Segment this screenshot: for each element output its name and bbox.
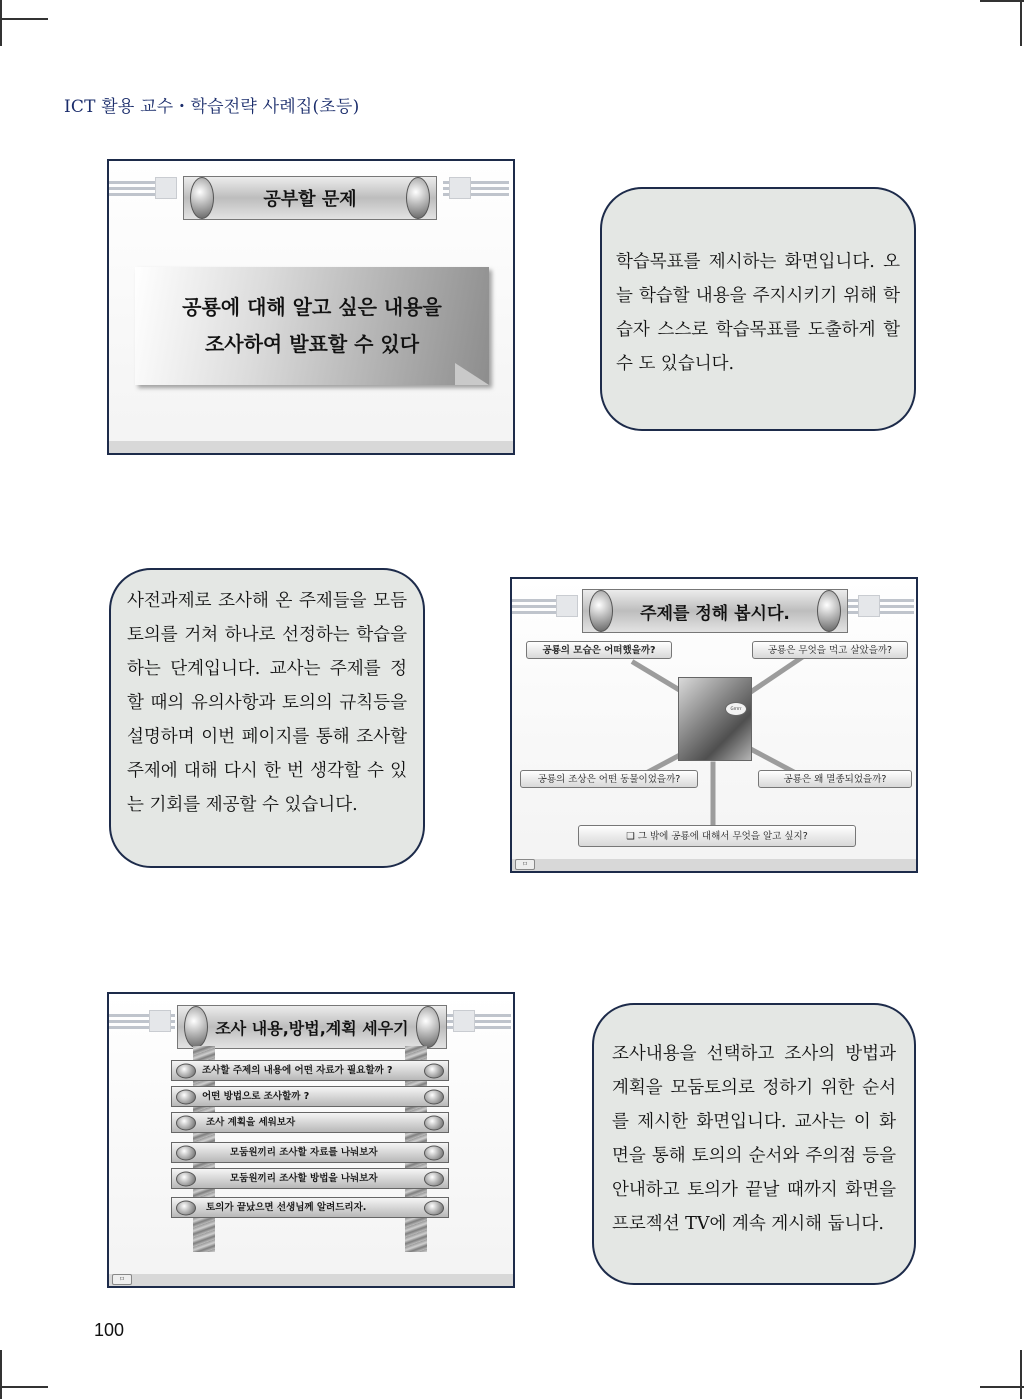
crop-mark-top-left-h — [0, 18, 48, 20]
question-box-appearance[interactable] — [526, 641, 672, 659]
banner-orb-right-icon — [416, 1006, 440, 1048]
banner-orb-right-icon — [817, 590, 841, 632]
note-text: 학습목표를 제시하는 화면입니다. 오늘 학습할 내용을 주지시키기 위해 학습자 스스로 학습목표를 도출하게 할 수 도 있습니다. — [616, 252, 900, 374]
plank-orb-left-icon — [176, 1145, 196, 1160]
slide-research-plan — [107, 992, 515, 1288]
plank-orb-right-icon — [424, 1171, 444, 1186]
question-box-other[interactable] — [578, 825, 856, 847]
note-topic-selection — [109, 568, 425, 868]
question-text: 공룡은 무엇을 먹고 살았을까? — [767, 645, 893, 656]
note-text: 조사내용을 선택하고 조사의 방법과 계획을 모둠토의로 정하기 위한 순서를 제시한 화면입니다. 교사는 이 화면을 통해 토의의 순서와 주의점 등을 안내하고 토의가 끝날 때까지 화면을 프로젝션 TV에 계속 게시해 둡니다. — [612, 1044, 896, 1234]
page-curl-icon — [455, 363, 489, 385]
banner-square-right — [453, 1010, 475, 1032]
plank-orb-left-icon — [176, 1115, 196, 1130]
plank-orb-left-icon — [176, 1089, 196, 1104]
step-plank-5[interactable] — [171, 1168, 449, 1189]
step-plank-2[interactable] — [171, 1086, 449, 1107]
step-text: 어떤 방법으로 조사할까 ? — [202, 1091, 310, 1102]
running-header: ICT 활용 교수・학습전략 사례집(초등) — [64, 97, 360, 117]
status-icon[interactable]: ㅁ — [112, 1274, 132, 1285]
banner-orb-left-icon — [190, 177, 214, 219]
banner-title: 조사 내용,방법,계획 세우기 — [215, 1018, 409, 1038]
goal-paper — [135, 267, 489, 385]
crop-mark-top-left-v — [0, 0, 2, 46]
plank-orb-right-icon — [424, 1063, 444, 1078]
question-text: 그 밖에 공룡에 대해서 무엇을 알고 싶지? — [637, 831, 808, 842]
slide-status-bar — [109, 441, 513, 453]
slide-banner — [582, 589, 848, 633]
dinosaur-image — [678, 677, 752, 761]
step-plank-4[interactable] — [171, 1142, 449, 1163]
step-plank-1[interactable] — [171, 1060, 449, 1081]
banner-square-right — [449, 177, 471, 199]
slide-status-bar — [512, 859, 916, 871]
plank-orb-right-icon — [424, 1115, 444, 1130]
plank-orb-left-icon — [176, 1200, 196, 1215]
crop-mark-bottom-left-v — [0, 1350, 2, 1399]
step-text: 모둠원끼리 조사할 방법을 나눠보자 — [230, 1173, 378, 1184]
banner-square-right — [858, 595, 880, 617]
crop-mark-bottom-right-v — [1020, 1350, 1022, 1399]
step-text: 모둠원끼리 조사할 자료를 나눠보자 — [230, 1147, 378, 1158]
page-number: 100 — [94, 1320, 125, 1340]
checkbox-icon: ❑ — [626, 831, 635, 842]
crop-mark-bottom-right-h — [980, 1386, 1024, 1388]
step-plank-6[interactable] — [171, 1197, 449, 1218]
speech-bubble: Grrrrr — [725, 702, 747, 716]
banner-square-left — [155, 177, 177, 199]
banner-title: 주제를 정해 봅시다. — [640, 603, 790, 624]
banner-orb-right-icon — [406, 177, 430, 219]
question-box-ancestor[interactable] — [520, 770, 698, 788]
step-text: 조사 계획을 세워보자 — [206, 1117, 296, 1128]
banner-title: 공부할 문제 — [263, 189, 357, 210]
note-text: 사전과제로 조사해 온 주제들을 모듬토의를 거쳐 하나로 선정하는 학습을 하는 단계입니다. 교사는 주제를 정할 때의 유의사항과 토의의 규칙등을 설명하며 이번 페이지를 통해 조사할 주제에 대해 다시 한 번 생각할 수 있는 기회를 제공할 수 있습니다. — [127, 591, 407, 815]
question-text: 공룡의 조상은 어떤 동물이었을까? — [537, 774, 681, 785]
slide-learning-goal — [107, 159, 515, 455]
question-text: 공룡은 왜 멸종되었을까? — [783, 774, 887, 785]
note-learning-goal — [600, 187, 916, 431]
slide-status-bar — [109, 1274, 513, 1286]
question-box-food[interactable] — [752, 641, 908, 659]
step-plank-3[interactable] — [171, 1112, 449, 1133]
banner-orb-left-icon — [589, 590, 613, 632]
crop-mark-top-right-v — [1020, 0, 1022, 46]
question-box-extinction[interactable] — [758, 770, 912, 788]
goal-line-1: 공룡에 대해 알고 싶은 내용을 — [182, 295, 442, 319]
plank-orb-right-icon — [424, 1200, 444, 1215]
slide-banner — [183, 176, 437, 220]
question-text: 공룡의 모습은 어떠했을까? — [542, 645, 656, 656]
banner-orb-left-icon — [184, 1006, 208, 1048]
crop-mark-top-right-h — [980, 0, 1024, 2]
connector-line — [711, 762, 716, 828]
status-icon[interactable]: ㅁ — [515, 859, 535, 870]
slide-choose-topic — [510, 577, 918, 873]
plank-orb-right-icon — [424, 1089, 444, 1104]
banner-square-left — [149, 1010, 171, 1032]
plank-orb-left-icon — [176, 1171, 196, 1186]
banner-square-left — [556, 595, 578, 617]
plank-orb-left-icon — [176, 1063, 196, 1078]
step-text: 조사할 주제의 내용에 어떤 자료가 필요할까 ? — [202, 1065, 393, 1076]
slide-banner — [177, 1005, 447, 1049]
goal-line-2: 조사하여 발표할 수 있다 — [204, 332, 420, 356]
note-research-plan — [592, 1003, 916, 1285]
step-text: 토의가 끝났으면 선생님께 알려드리자. — [206, 1202, 367, 1213]
plank-orb-right-icon — [424, 1145, 444, 1160]
crop-mark-bottom-left-h — [0, 1386, 48, 1388]
